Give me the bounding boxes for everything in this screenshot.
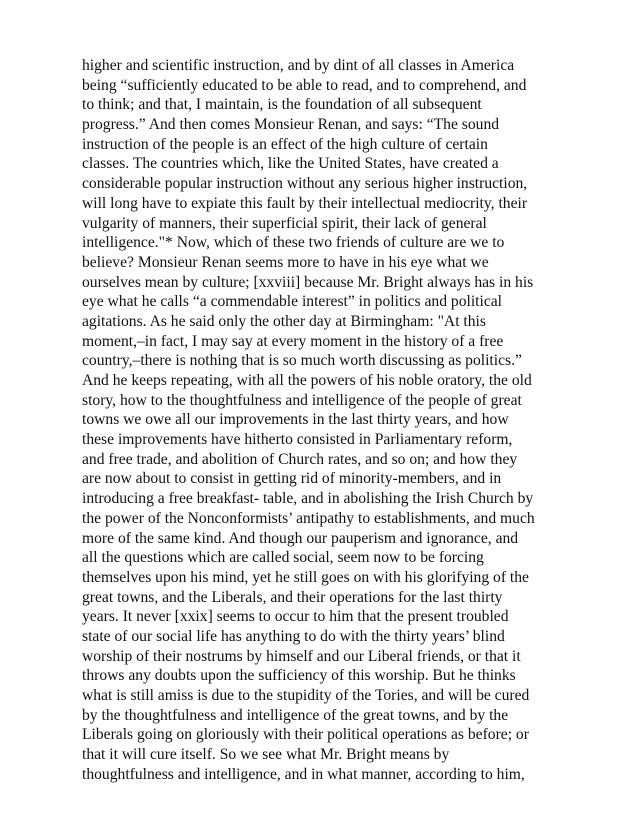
text-line: And he keeps repeating, with all the powers of his noble oratory, the old (82, 372, 532, 389)
text-line: instruction of the people is an effect of the high culture of certain (82, 135, 488, 153)
text-line: these improvements have hitherto consisted in Parliamentary reform, (82, 431, 513, 449)
text-line: Liberals going on gloriously with their political operations as before; or (82, 726, 529, 744)
text-line: all the questions which are called social, seem now to be forcing (82, 549, 484, 567)
text-line: ourselves mean by culture; [xxviii] because Mr. Bright always has in his (82, 273, 534, 291)
text-line: being “sufficiently educated to be able to read, and to comprehend, and (82, 76, 527, 94)
text-line: thoughtfulness and intelligence, and in what manner, according to him, (82, 765, 525, 783)
text-line: state of our social life has anything to do with the thirty years’ blind (82, 627, 505, 645)
text-line: considerable popular instruction without any serious higher instruction, (82, 175, 528, 193)
text-line: great towns, and the Liberals, and their operations for the last thirty (82, 588, 503, 606)
text-line: worship of their nostrums by himself and our Liberal friends, or that it (82, 647, 521, 665)
text-line: introducing a free breakfast- table, and in abolishing the Irish Church by (82, 490, 534, 508)
text-line: the power of the Nonconformists’ antipathy to establishments, and much (82, 509, 535, 527)
text-line: throws any doubts upon the sufficiency of this worship. But he thinks (82, 667, 516, 685)
text-line: years. It never [xxix] seems to occur to him that the present troubled (82, 608, 509, 626)
text-line: eye what he calls “a commendable interest” in politics and political (82, 293, 503, 311)
text-line: moment,–in fact, I may say at every moment in the history of a free (82, 332, 504, 350)
text-line: themselves upon his mind, yet he still goes on with his glorifying of the (82, 568, 529, 586)
text-line: agitations. As he said only the other day at Birmingham: "At this (82, 312, 486, 330)
text-line: what is still amiss is due to the stupidity of the Tories, and will be cured (82, 687, 530, 704)
text-line: progress.” And then comes Monsieur Renan, and says: “The sound (82, 116, 500, 134)
text-line: more of the same kind. And though our pauperism and ignorance, and (82, 529, 519, 547)
text-line: country,–there is nothing that is so much worth discussing as politics.” (82, 352, 522, 370)
text-line: believe? Monsieur Renan seems more to have in his eye what we (82, 253, 489, 271)
text-line: vulgarity of manners, their superficial spirit, their lack of general (82, 214, 487, 232)
text-line: higher and scientific instruction, and by dint of all classes in America (82, 57, 515, 74)
text-line: to think; and that, I maintain, is the foundation of all subsequent (82, 96, 482, 114)
text-line: towns we owe all our improvements in the last thirty years, and how (82, 411, 509, 429)
text-line: and free trade, and abolition of Church rates, and so on; and how they (82, 450, 518, 468)
text-line: classes. The countries which, like the United States, have created a (82, 155, 499, 173)
text-line: story, how to the thoughtfulness and intelligence of the people of great (82, 391, 522, 409)
text-line: by the thoughtfulness and intelligence of the great towns, and by the (82, 706, 509, 724)
text-line: that it will cure itself. So we see what Mr. Bright means by (82, 746, 450, 764)
body-text (82, 56, 582, 784)
text-line: are now about to consist in getting rid of minority-members, and in (82, 470, 502, 488)
text-line: will long have to expiate this fault by their intellectual mediocrity, their (82, 194, 528, 212)
text-line: intelligence."* Now, which of these two friends of culture are we to (82, 234, 505, 252)
